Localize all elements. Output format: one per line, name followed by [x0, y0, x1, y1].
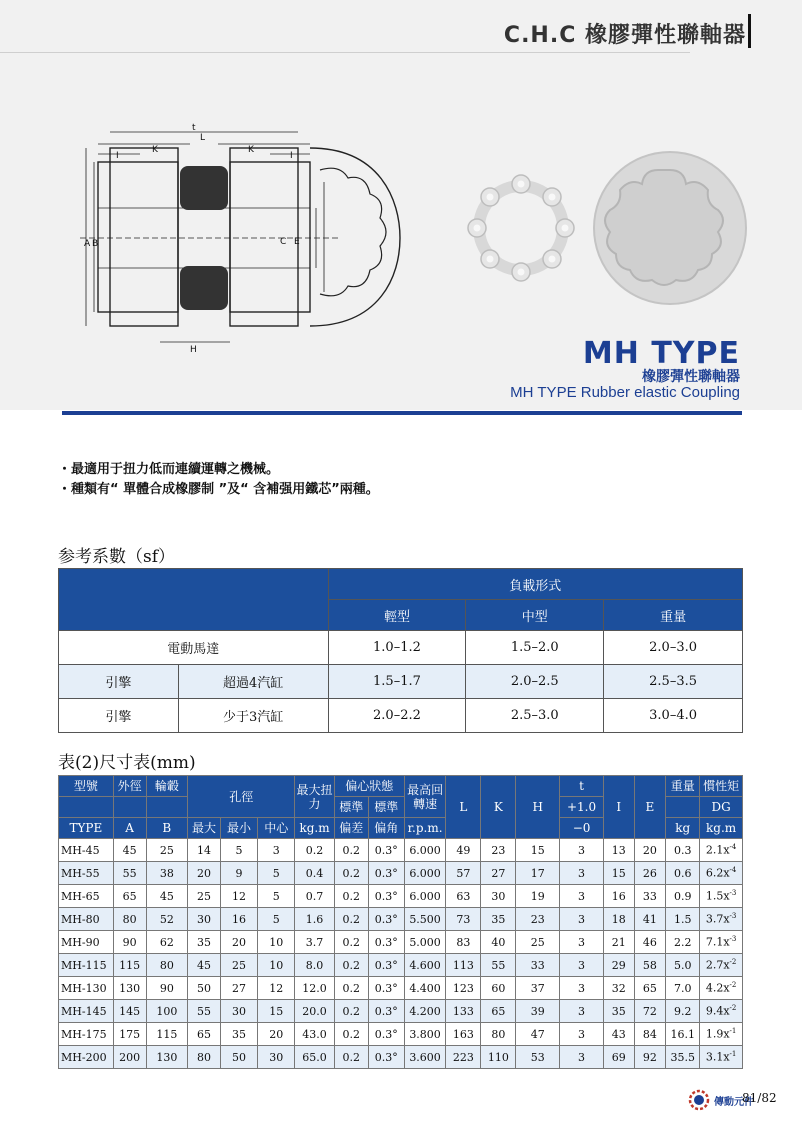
- inertia-cell: $1.5x^{-3}$: [700, 885, 743, 908]
- table-cell: MH-130: [59, 977, 114, 1000]
- table-cell: 65: [634, 977, 666, 1000]
- table-cell: 20.0: [295, 1000, 334, 1023]
- sf-section-title: 参考系數（sf）: [58, 547, 176, 567]
- table-cell: 21: [603, 931, 634, 954]
- table-cell: 33: [516, 954, 560, 977]
- dim-label-I2: I: [290, 151, 293, 161]
- table-cell: 3: [560, 977, 604, 1000]
- table-cell: 0.3°: [368, 1023, 404, 1046]
- table-cell: 46: [634, 931, 666, 954]
- table-cell: 3.600: [404, 1046, 446, 1069]
- feature-item: ・最適用于扭力低而連續運轉之機械。: [58, 462, 280, 477]
- table-cell: 25: [220, 954, 257, 977]
- table-cell: 0.9: [666, 885, 700, 908]
- table-cell: 5: [258, 908, 295, 931]
- table-cell: 123: [446, 977, 481, 1000]
- dim-label-K1: K: [152, 145, 158, 155]
- table-cell: 145: [113, 1000, 146, 1023]
- table-cell: 0.2: [334, 885, 368, 908]
- table-cell: 8.0: [295, 954, 334, 977]
- table-cell: 3.7: [295, 931, 334, 954]
- table-cell: 58: [634, 954, 666, 977]
- dim-section-title: 表(2)尺寸表(mm): [58, 753, 196, 773]
- table-cell: 19: [516, 885, 560, 908]
- table-row: 引擎 少于3汽缸 2.0–2.2 2.5–3.0 3.0–4.0: [59, 699, 743, 733]
- table-cell: 13: [603, 839, 634, 862]
- table-cell: 200: [113, 1046, 146, 1069]
- table-cell: 0.6: [666, 862, 700, 885]
- table-cell: 5.000: [404, 931, 446, 954]
- table-cell: 0.2: [334, 954, 368, 977]
- table-cell: 0.2: [334, 977, 368, 1000]
- table-cell: 50: [188, 977, 221, 1000]
- table-cell: 110: [481, 1046, 516, 1069]
- table-cell: 115: [146, 1023, 188, 1046]
- table-cell: 0.2: [334, 839, 368, 862]
- table-row: [59, 839, 743, 862]
- table-cell: 5: [258, 885, 295, 908]
- table-cell: 25: [516, 931, 560, 954]
- table-cell: MH-145: [59, 1000, 114, 1023]
- table-cell: 12: [220, 885, 257, 908]
- table-cell: 163: [446, 1023, 481, 1046]
- table-cell: 16: [220, 908, 257, 931]
- table-cell: 223: [446, 1046, 481, 1069]
- table-cell: 0.3°: [368, 931, 404, 954]
- gear-logo-icon: [688, 1089, 710, 1111]
- table-cell: 30: [258, 1046, 295, 1069]
- table-cell: MH-90: [59, 931, 114, 954]
- dim-label-H: H: [190, 345, 197, 355]
- table-cell: 9: [220, 862, 257, 885]
- table-cell: 33: [634, 885, 666, 908]
- dimension-table: 型號 外徑 輪轂 孔徑 最大扭力 偏心狀態 最高回轉速 L K H t I E 重量 慣性矩 標準 標準 +1.0 DG TYPE A B 最大 最小 中心 kg.m 偏差 偏角 r.p.m. −0 kg kg.m MH-45 45 25 14 5 3 0.2 0.2 0.3° 6.000 49 23 15 3 13 20 0.3 $2.1x^{-4}$ MH-55 55 38 20 9 5 0.4 0.2 0.3° 6.000 57 27 17 3 15 26 0.6 $6.2x^{-4}$ MH-65 65 45 25 12 5 0.7 0.2 0.3° 6.000 63 30 19 3 16 33 0.9 $1.5x^{-3}$ MH-80 80 52 30 16 5 1.6 0.2 0.3° 5.500 73 35 23 3 18 41 1.5 $3.7x^{-3}$ MH-90 90 62 35 20 10 3.7 0.2 0.3° 5.000 83 40 25 3 21 46 2.2 $7.1x^{-3}$ MH-115 115 80 45 25 10 8.0 0.2 0.3° 4.600 113 55 33 3 29 58 5.0 $2.7x^{-2}$ MH-130 130 90 50 27 12 12.0 0.2 0.3° 4.400 123 60 37 3 32 65 7.0 $4.2x^{-2}$ MH-145 145 100 55 30 15 20.0 0.2 0.3° 4.200 133 65 39 3 35 72 9.2 $9.4x^{-2}$ MH-175 175 115 65 35 20 43.0 0.2 0.3° 3.800 163 80 47 3 43 84 16.1 $1.9x^{-1}$ MH-200 200 130 80 50 30 65.0 0.2 0.3° 3.600 223 110 53 3 69 92 35.5 $3.1x^{-1}$: [58, 775, 743, 1069]
- table-cell: 35.5: [666, 1046, 700, 1069]
- table-cell: 39: [516, 1000, 560, 1023]
- table-cell: 37: [516, 977, 560, 1000]
- table-cell: 0.2: [295, 839, 334, 862]
- table-cell: 0.3°: [368, 839, 404, 862]
- table-cell: 80: [146, 954, 188, 977]
- table-cell: MH-55: [59, 862, 114, 885]
- load-type-header: 負載形式: [328, 569, 742, 600]
- dim-label-K2: K: [248, 145, 254, 155]
- table-cell: 30: [188, 908, 221, 931]
- table-cell: 2.2: [666, 931, 700, 954]
- table-cell: 92: [634, 1046, 666, 1069]
- table-cell: 0.3°: [368, 862, 404, 885]
- table-row: [59, 1046, 743, 1069]
- table-cell: 5.500: [404, 908, 446, 931]
- page-number: 81/82: [742, 1091, 777, 1105]
- sf-corner: [59, 569, 329, 631]
- table-cell: 30: [220, 1000, 257, 1023]
- product-title: MH TYPE: [582, 336, 740, 371]
- inertia-cell: $1.9x^{-1}$: [700, 1023, 743, 1046]
- product-subtitle-en: MH TYPE Rubber elastic Coupling: [510, 384, 740, 401]
- table-cell: 15: [516, 839, 560, 862]
- table-cell: 12.0: [295, 977, 334, 1000]
- table-cell: 16: [603, 885, 634, 908]
- table-cell: 0.2: [334, 931, 368, 954]
- hero-panel: [0, 0, 802, 410]
- inertia-cell: $3.1x^{-1}$: [700, 1046, 743, 1069]
- table-cell: 113: [446, 954, 481, 977]
- header-bar: [748, 14, 751, 48]
- table-cell: 90: [146, 977, 188, 1000]
- table-cell: MH-80: [59, 908, 114, 931]
- table-cell: 17: [516, 862, 560, 885]
- table-row: [59, 908, 743, 931]
- table-cell: 38: [146, 862, 188, 885]
- table-cell: 4.200: [404, 1000, 446, 1023]
- table-cell: 65: [113, 885, 146, 908]
- table-cell: 0.2: [334, 1046, 368, 1069]
- table-cell: 15: [603, 862, 634, 885]
- table-cell: 69: [603, 1046, 634, 1069]
- table-row: [59, 885, 743, 908]
- table-cell: MH-200: [59, 1046, 114, 1069]
- table-cell: 4.600: [404, 954, 446, 977]
- table-cell: 55: [113, 862, 146, 885]
- table-cell: 3: [560, 885, 604, 908]
- table-cell: 0.2: [334, 908, 368, 931]
- table-cell: 4.400: [404, 977, 446, 1000]
- table-cell: 45: [113, 839, 146, 862]
- load-heavy: 重量: [604, 600, 743, 631]
- table-cell: 35: [188, 931, 221, 954]
- table-cell: 0.2: [334, 1023, 368, 1046]
- table-cell: 27: [481, 862, 516, 885]
- table-cell: 49: [446, 839, 481, 862]
- table-cell: 30: [481, 885, 516, 908]
- table-cell: 32: [603, 977, 634, 1000]
- table-cell: 80: [188, 1046, 221, 1069]
- header-rule: [0, 52, 690, 53]
- table-cell: 3: [560, 931, 604, 954]
- table-cell: 10: [258, 931, 295, 954]
- dim-label-I1: I: [116, 151, 119, 161]
- table-cell: 55: [188, 1000, 221, 1023]
- header-brand: C.H.C 橡膠彈性聯軸器: [503, 23, 746, 48]
- table-cell: 3: [560, 862, 604, 885]
- table-cell: MH-45: [59, 839, 114, 862]
- section-divider: [62, 411, 742, 415]
- table-cell: 0.2: [334, 862, 368, 885]
- table-cell: 0.3°: [368, 977, 404, 1000]
- table-cell: 1.5: [666, 908, 700, 931]
- table-cell: 3: [560, 1000, 604, 1023]
- table-cell: 3.800: [404, 1023, 446, 1046]
- feature-item: ・種類有“ 單體合成橡膠制 ”及“ 含補强用鐵芯”兩種。: [58, 482, 379, 497]
- load-medium: 中型: [466, 600, 604, 631]
- table-cell: 55: [481, 954, 516, 977]
- dim-label-C: C: [280, 237, 287, 247]
- inertia-cell: $2.1x^{-4}$: [700, 839, 743, 862]
- table-cell: MH-175: [59, 1023, 114, 1046]
- table-cell: 0.3°: [368, 954, 404, 977]
- inertia-cell: $2.7x^{-2}$: [700, 954, 743, 977]
- table-cell: 0.2: [334, 1000, 368, 1023]
- table-cell: 52: [146, 908, 188, 931]
- coupling-drawing: [80, 120, 410, 360]
- table-row: 電動馬達 1.0–1.2 1.5–2.0 2.0–3.0: [59, 631, 743, 665]
- table-cell: 3: [560, 1046, 604, 1069]
- table-cell: 3: [560, 1023, 604, 1046]
- table-cell: 10: [258, 954, 295, 977]
- table-row: 引擎 超過4汽缸 1.5–1.7 2.0–2.5 2.5–3.5: [59, 665, 743, 699]
- footer-section: 傳動元件: [714, 1097, 754, 1108]
- table-cell: 0.4: [295, 862, 334, 885]
- table-cell: 43: [603, 1023, 634, 1046]
- table-cell: 41: [634, 908, 666, 931]
- table-cell: 0.3: [666, 839, 700, 862]
- product-subtitle-zh: 橡膠彈性聯軸器: [642, 369, 740, 385]
- dim-label-B: B: [92, 239, 99, 249]
- table-row: [59, 954, 743, 977]
- table-cell: 73: [446, 908, 481, 931]
- table-cell: 3: [560, 954, 604, 977]
- table-row: [59, 977, 743, 1000]
- table-cell: 60: [481, 977, 516, 1000]
- table-cell: 72: [634, 1000, 666, 1023]
- table-cell: 18: [603, 908, 634, 931]
- dim-label-t: t: [192, 123, 196, 133]
- table-cell: 23: [481, 839, 516, 862]
- table-cell: 115: [113, 954, 146, 977]
- table-cell: 130: [146, 1046, 188, 1069]
- table-cell: 84: [634, 1023, 666, 1046]
- feature-list: [58, 460, 379, 500]
- inertia-cell: $3.7x^{-3}$: [700, 908, 743, 931]
- inertia-cell: $7.1x^{-3}$: [700, 931, 743, 954]
- table-cell: 43.0: [295, 1023, 334, 1046]
- table-cell: 130: [113, 977, 146, 1000]
- table-cell: 80: [481, 1023, 516, 1046]
- table-cell: 9.2: [666, 1000, 700, 1023]
- table-row: [59, 1023, 743, 1046]
- table-cell: 20: [258, 1023, 295, 1046]
- table-cell: 0.7: [295, 885, 334, 908]
- table-row: [59, 862, 743, 885]
- service-factor-table: [58, 568, 743, 733]
- table-cell: 5: [258, 862, 295, 885]
- table-cell: MH-115: [59, 954, 114, 977]
- table-cell: 35: [220, 1023, 257, 1046]
- dim-label-E: E: [294, 237, 300, 247]
- table-cell: 175: [113, 1023, 146, 1046]
- table-cell: 0.3°: [368, 908, 404, 931]
- table-cell: 0.3°: [368, 1046, 404, 1069]
- table-row: [59, 1000, 743, 1023]
- dimension-table-body: [59, 839, 743, 1069]
- table-cell: 133: [446, 1000, 481, 1023]
- table-cell: 3: [560, 908, 604, 931]
- table-cell: 1.6: [295, 908, 334, 931]
- table-cell: 62: [146, 931, 188, 954]
- table-cell: 45: [146, 885, 188, 908]
- table-cell: 27: [220, 977, 257, 1000]
- table-cell: 5: [220, 839, 257, 862]
- table-cell: 40: [481, 931, 516, 954]
- table-cell: 23: [516, 908, 560, 931]
- table-cell: 26: [634, 862, 666, 885]
- table-cell: 65.0: [295, 1046, 334, 1069]
- table-cell: 35: [603, 1000, 634, 1023]
- rubber-ring-photo: [456, 168, 586, 288]
- inertia-cell: $9.4x^{-2}$: [700, 1000, 743, 1023]
- table-cell: 7.0: [666, 977, 700, 1000]
- table-cell: 6.000: [404, 839, 446, 862]
- table-cell: 50: [220, 1046, 257, 1069]
- table-cell: 65: [481, 1000, 516, 1023]
- table-cell: 63: [446, 885, 481, 908]
- table-cell: 14: [188, 839, 221, 862]
- table-cell: 20: [634, 839, 666, 862]
- table-cell: 6.000: [404, 862, 446, 885]
- table-cell: 15: [258, 1000, 295, 1023]
- table-cell: 29: [603, 954, 634, 977]
- table-cell: 53: [516, 1046, 560, 1069]
- table-cell: 35: [481, 908, 516, 931]
- table-cell: 0.3°: [368, 885, 404, 908]
- table-cell: 16.1: [666, 1023, 700, 1046]
- table-cell: 0.3°: [368, 1000, 404, 1023]
- table-cell: 47: [516, 1023, 560, 1046]
- table-cell: 12: [258, 977, 295, 1000]
- table-cell: MH-65: [59, 885, 114, 908]
- table-cell: 100: [146, 1000, 188, 1023]
- inertia-cell: $4.2x^{-2}$: [700, 977, 743, 1000]
- table-cell: 90: [113, 931, 146, 954]
- table-cell: 3: [560, 839, 604, 862]
- table-cell: 45: [188, 954, 221, 977]
- table-cell: 65: [188, 1023, 221, 1046]
- table-cell: 25: [146, 839, 188, 862]
- table-cell: 57: [446, 862, 481, 885]
- table-cell: 20: [188, 862, 221, 885]
- table-cell: 83: [446, 931, 481, 954]
- table-row: [59, 931, 743, 954]
- table-cell: 25: [188, 885, 221, 908]
- inertia-cell: $6.2x^{-4}$: [700, 862, 743, 885]
- table-cell: 80: [113, 908, 146, 931]
- table-cell: 20: [220, 931, 257, 954]
- table-cell: 3: [258, 839, 295, 862]
- table-cell: 6.000: [404, 885, 446, 908]
- load-light: 輕型: [328, 600, 466, 631]
- dim-label-L: L: [200, 133, 206, 143]
- table-cell: 5.0: [666, 954, 700, 977]
- dim-label-A: A: [84, 239, 91, 249]
- hub-face-photo: [590, 148, 750, 308]
